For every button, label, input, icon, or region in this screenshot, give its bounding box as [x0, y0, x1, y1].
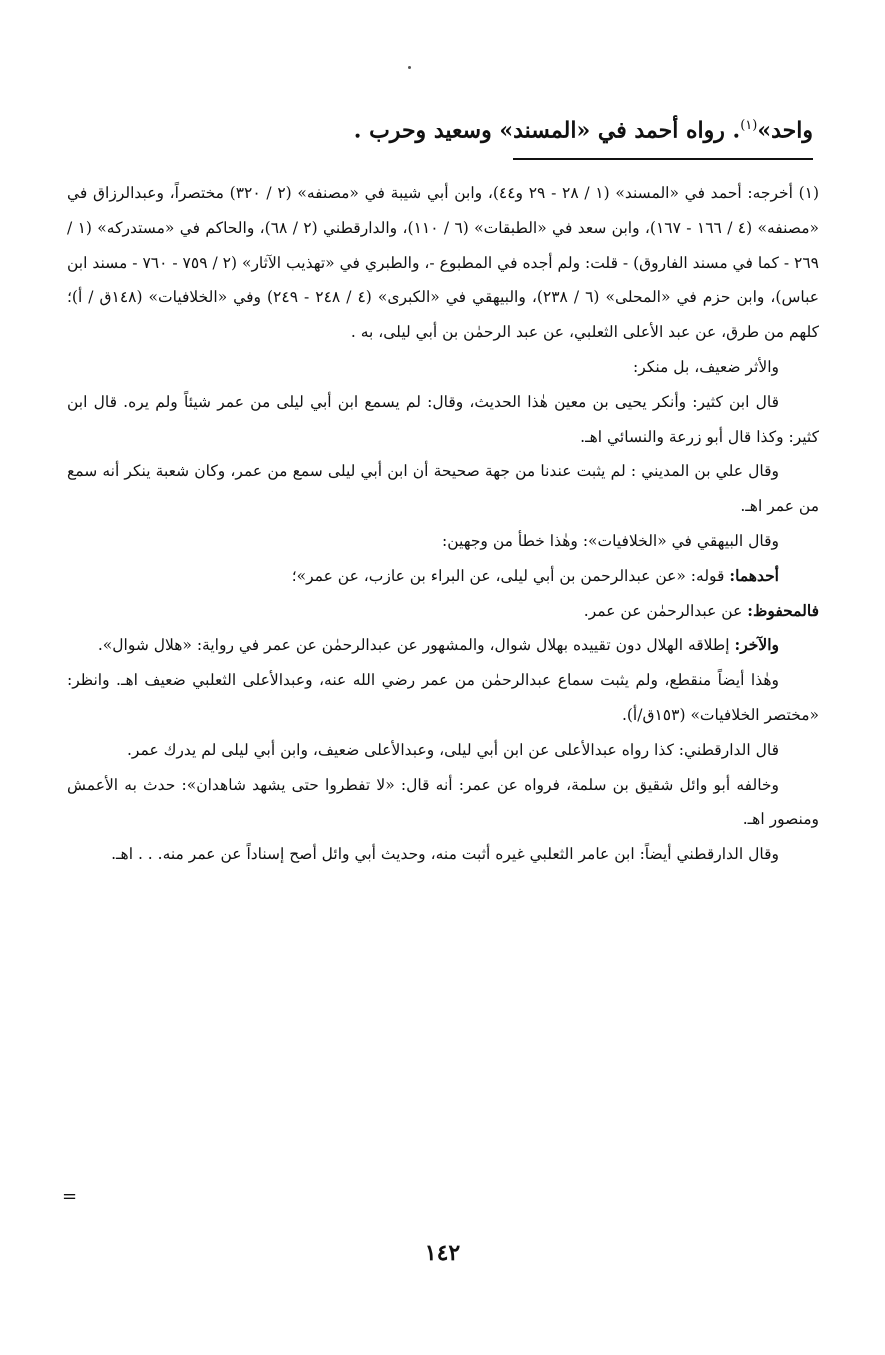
preserved-text: عن عبدالرحمٰن عن عمر.	[583, 601, 748, 620]
main-text: واحد»	[757, 117, 813, 144]
continuation-mark: =	[62, 1186, 78, 1207]
paragraph-5b	[67, 594, 819, 629]
page-number: ١٤٢	[424, 1240, 461, 1266]
first-point-text: قوله: «عن عبدالرحمن بن أبي ليلى، عن البراء بن عازب، عن عمر»؛	[291, 566, 730, 585]
footnote-1: (١) أخرجه: أحمد في «المسند» (١ / ٢٨ - ٢٩ و٤٤)، وابن أبي شيبة في «مصنفه» (٢ / ٣٢٠) مختصراً، وعبدالرزاق في «مصنفه» (٤ / ١٦٦ - ١٦٧)، وابن سعد في «الطبقات» (٦ / ١١٠)، والدارقطني (٢ / ٦٨)، والحاكم في «مستدركه» (١ / ٢٦٩ - كما في مسند الفاروق) - قلت: ولم أجده في المطبوع -، والطبري في «تهذيب الآثار» (٢ / ٧٥٩ - ٧٦٠ - مسند ابن عباس)، وابن حزم في «المحلى» (٦ / ٢٣٨)، والبيهقي في «الكبرى» (٤ / ٢٤٨ - ٢٤٩) وفي «الخلافيات» (١٤٨ق / أ)؛ كلهم من طرق، عن عبد الأعلى الثعلبي، عن عبد الرحمٰن بن أبي ليلى، به .	[67, 184, 820, 342]
paragraph-5	[67, 559, 819, 594]
paragraph-10: وقال الدارقطني أيضاً: ابن عامر الثعلبي غيره أثبت منه، وحديث أبي وائل أصح إسناداً عن عمر منه. . . اهـ.	[111, 845, 779, 864]
footnote-separator	[513, 158, 813, 160]
paragraph-6	[67, 628, 819, 663]
second-point-label: والآخر:	[734, 635, 779, 655]
second-point-text: إطلاقه الهلال دون تقييده بهلال شوال، والمشهور عن عبدالرحمٰن عن عمر في رواية: «هلال شوال».	[97, 636, 735, 655]
paragraph-4: وقال البيهقي في «الخلافيات»: وهٰذا خطأ من وجهين:	[442, 531, 779, 550]
footnote-section	[67, 176, 819, 872]
paragraph-1: والأثر ضعيف، بل منكر:	[632, 357, 779, 376]
paragraph-2: قال ابن كثير: وأنكر يحيى بن معين هٰذا الحديث، وقال: لم يسمع ابن أبي ليلى من عمر شيئاً ولم يره. قال ابن كثير: وكذا قال أبو زرعة والنسائي اهـ.	[67, 392, 819, 446]
paragraph-8: قال الدارقطني: كذا رواه عبدالأعلى عن ابن أبي ليلى، وعبدالأعلى ضعيف، وابن أبي ليلى لم يدرك عمر.	[127, 740, 779, 759]
footnote-reference: (١)	[740, 118, 758, 133]
paragraph-7: وهٰذا أيضاً منقطع، ولم يثبت سماع عبدالرحمٰن من عمر رضي الله عنه، وعبدالأعلى الثعلبي ضعيف اهـ. وانظر: «مختصر الخلافيات» (١٥٣ق/أ).	[67, 671, 819, 724]
paragraph-9: وخالفه أبو وائل شقيق بن سلمة، فرواه عن عمر: أنه قال: «لا تفطروا حتى يشهد شاهدان»: حدث به الأعمش ومنصور اهـ.	[67, 775, 819, 829]
print-speck	[408, 66, 411, 69]
preserved-label: فالمحفوظ:	[747, 600, 819, 620]
main-text-line	[93, 108, 813, 148]
first-point-label: أحدهما:	[729, 565, 779, 585]
main-text-continuation: . رواه أحمد في «المسند» وسعيد وحرب .	[353, 117, 741, 144]
paragraph-3: وقال علي بن المديني : لم يثبت عندنا من جهة صحيحة أن ابن أبي ليلى سمع من عمر، وكان شعبة ينكر أنه سمع من عمر اهـ.	[67, 462, 819, 516]
